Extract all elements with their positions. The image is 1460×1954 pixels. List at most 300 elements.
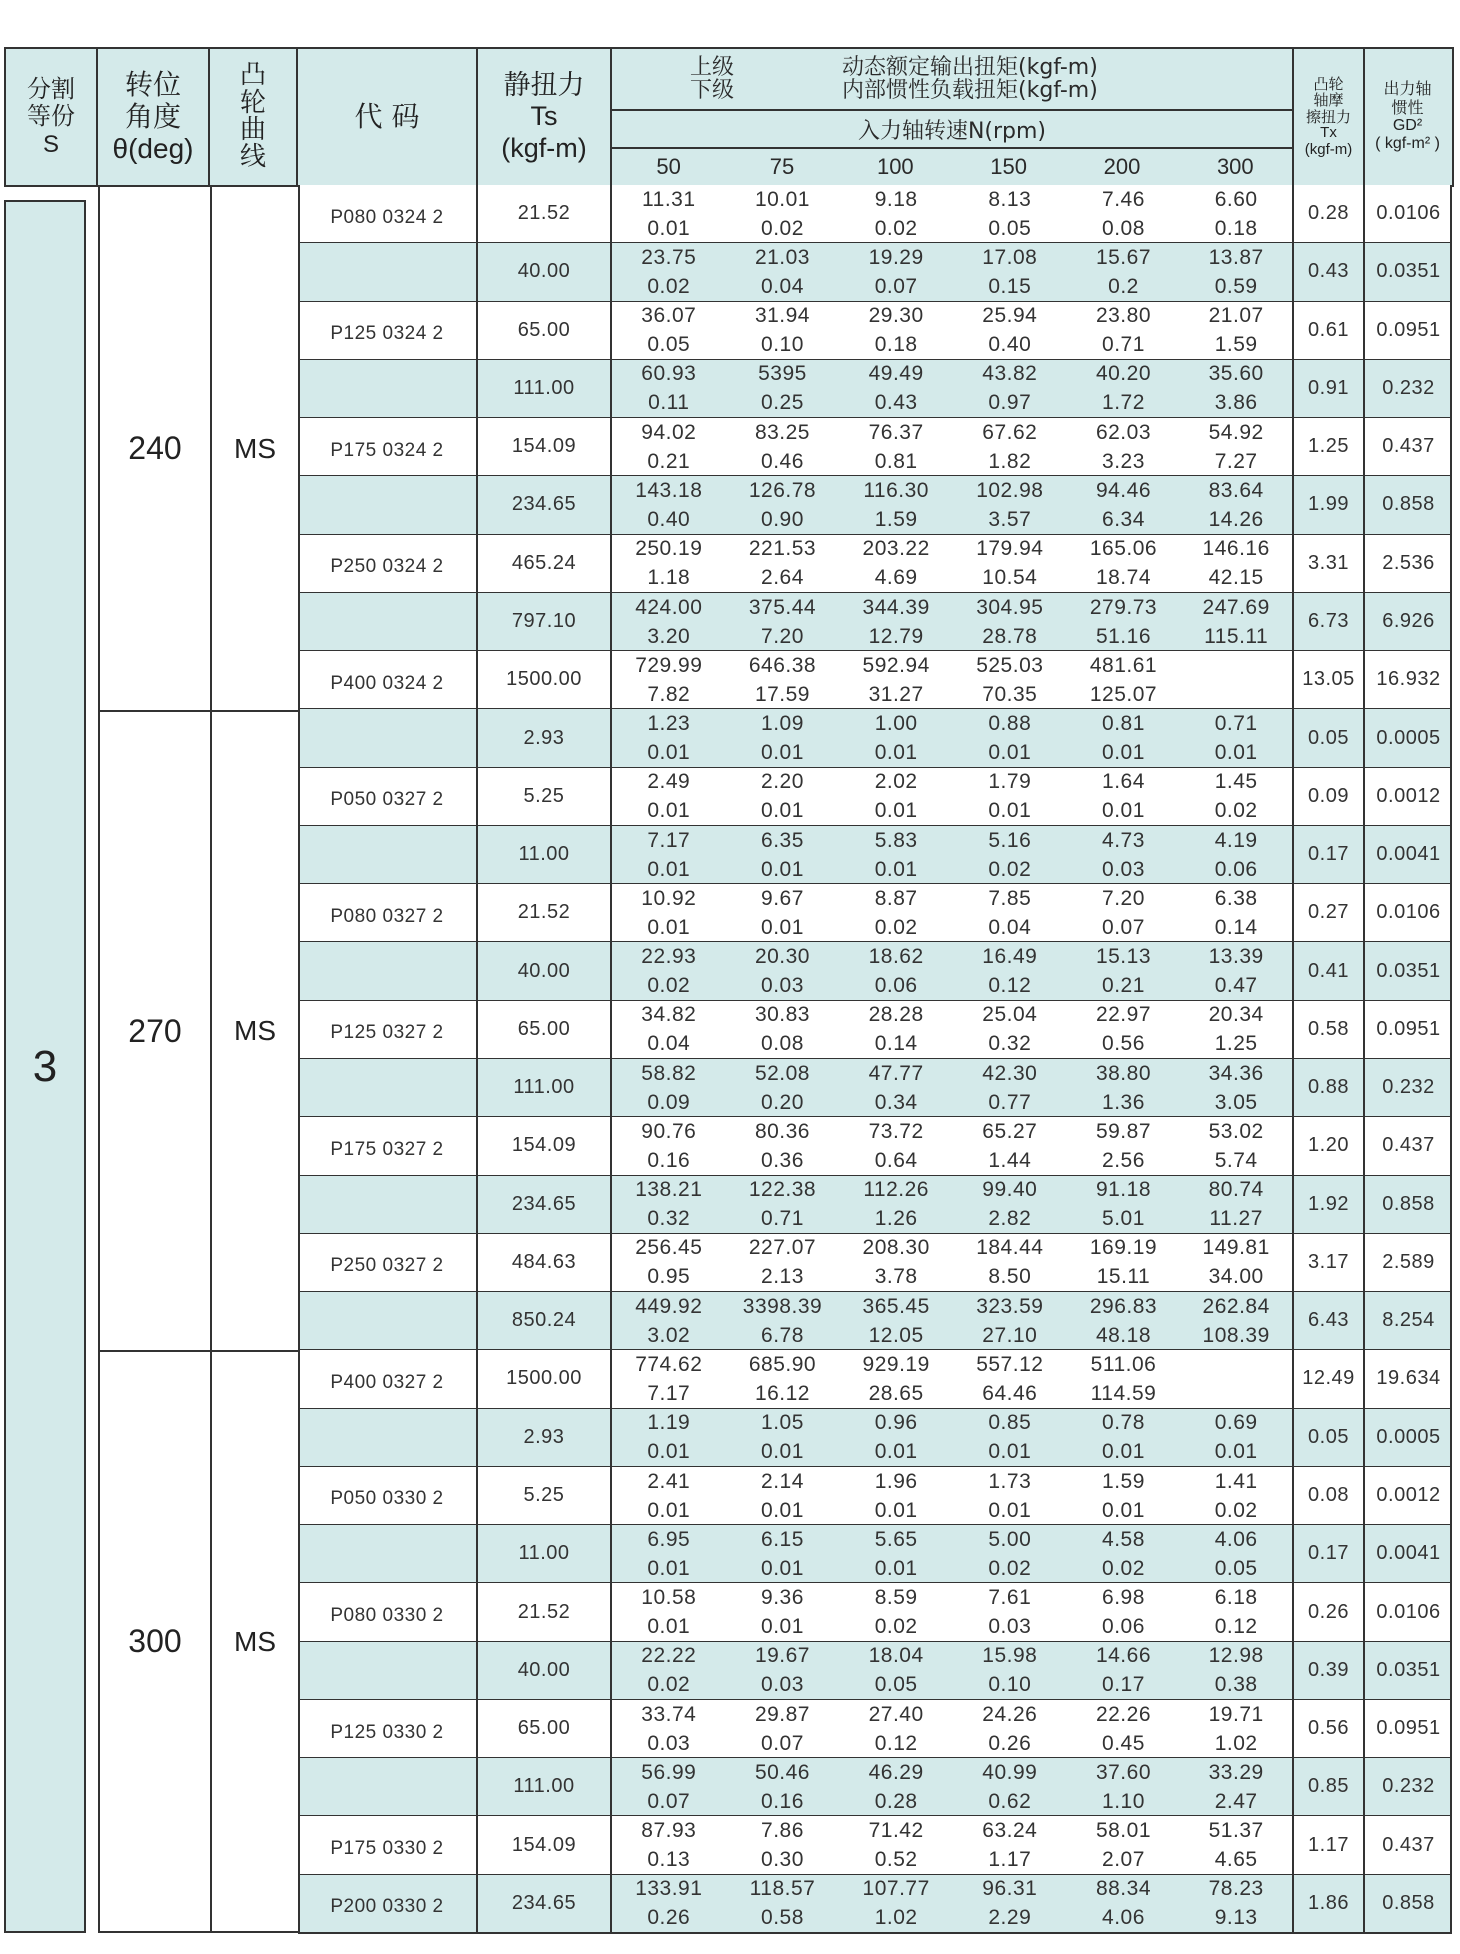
speed-200-cell — [1067, 535, 1181, 592]
upper-value: 557.12 — [976, 1352, 1044, 1376]
speed-200-cell — [1067, 1059, 1181, 1116]
lower-value: 0.01 — [761, 1615, 804, 1639]
cam-friction-cell: 1.25 — [1294, 418, 1365, 475]
header-speed-50: 50 — [656, 154, 681, 179]
upper-value: 15.13 — [1095, 945, 1152, 969]
lower-value — [1233, 680, 1239, 709]
lower-value: 5.74 — [1214, 1148, 1258, 1172]
lower-value: 3.86 — [1214, 391, 1258, 415]
lower-value: 0.01 — [874, 799, 918, 823]
output-inertia-cell: 0.0041 — [1376, 843, 1441, 866]
output-inertia-cell: 0.232 — [1382, 1775, 1435, 1798]
table-row — [298, 768, 1452, 827]
upper-value: 2.20 — [761, 770, 804, 794]
speed-75-cell — [726, 185, 840, 242]
upper-value: 5.65 — [874, 1527, 918, 1551]
speed-100-cell — [839, 1700, 953, 1757]
upper-value: 1.00 — [874, 712, 918, 736]
upper-value: 87.93 — [641, 1819, 697, 1843]
upper-value: 3398.39 — [742, 1294, 823, 1318]
code-cell — [298, 1525, 478, 1582]
lower-value: 0.01 — [647, 1440, 691, 1464]
lower-value: 1.82 — [988, 449, 1032, 473]
speed-150-cell — [953, 1292, 1067, 1349]
static-torque-cell: 5.25 — [478, 768, 612, 825]
speed-100-cell — [839, 535, 953, 592]
lower-value: 0.01 — [1214, 741, 1258, 765]
static-torque-cell: 11.00 — [478, 826, 612, 883]
static-torque-cell: 2.93 — [478, 1409, 612, 1466]
header-ts-line1: 静扭力 — [503, 70, 585, 102]
speed-75-cell — [726, 826, 840, 883]
lower-value: 0.32 — [647, 1207, 691, 1231]
upper-value: 6.18 — [1214, 1586, 1258, 1610]
speed-300-cell — [1180, 1875, 1294, 1932]
lower-value: 0.07 — [874, 274, 918, 298]
upper-value: 40.99 — [982, 1760, 1038, 1784]
upper-value: 24.26 — [982, 1702, 1038, 1726]
static-torque-cell: 465.24 — [478, 535, 612, 592]
speed-100-cell — [839, 651, 953, 708]
static-torque-cell: 21.52 — [478, 185, 612, 242]
lower-value: 5.01 — [1102, 1207, 1145, 1231]
header-tx-line2: 轴摩 — [1313, 91, 1344, 110]
upper-value: 122.38 — [748, 1178, 817, 1202]
speed-50-cell — [612, 1758, 726, 1815]
upper-value: 6.60 — [1214, 187, 1258, 211]
speed-200-cell — [1067, 1117, 1181, 1174]
header-upper-lower-desc — [812, 56, 1292, 102]
code-cell — [298, 942, 478, 999]
upper-value: 58.82 — [641, 1061, 697, 1085]
header-ts-line2: Ts — [530, 101, 558, 132]
upper-value: 17.08 — [982, 245, 1038, 269]
speed-150-cell — [953, 476, 1067, 533]
table-row — [298, 302, 1452, 361]
lower-value: 0.59 — [1214, 274, 1258, 298]
upper-value: 38.80 — [1095, 1061, 1152, 1085]
speed-50-cell — [612, 1117, 726, 1174]
lower-value: 14.26 — [1208, 507, 1264, 531]
speed-75-cell — [726, 418, 840, 475]
speed-300-cell — [1180, 942, 1294, 999]
upper-value: 7.46 — [1102, 187, 1145, 211]
output-inertia-cell: 19.634 — [1376, 1367, 1441, 1390]
static-torque-cell: 234.65 — [478, 1176, 612, 1233]
upper-value: 262.84 — [1202, 1294, 1270, 1318]
lower-value: 0.01 — [647, 216, 691, 240]
cam-friction-cell: 0.61 — [1294, 302, 1365, 359]
upper-value: 1.45 — [1214, 770, 1258, 794]
speed-50-cell — [612, 1059, 726, 1116]
header-cam-friction — [1294, 49, 1365, 185]
lower-value: 0.08 — [761, 1032, 804, 1056]
speed-50-cell — [612, 1875, 726, 1932]
lower-value: 0.01 — [647, 915, 691, 939]
lower-value: 0.16 — [647, 1148, 691, 1172]
speed-300-cell — [1180, 1583, 1294, 1640]
speed-75-cell — [726, 1409, 840, 1466]
upper-value: 40.20 — [1095, 362, 1152, 386]
lower-value: 3.78 — [874, 1265, 918, 1289]
upper-value: 221.53 — [748, 537, 817, 561]
header-angle-line3: θ(deg) — [112, 133, 194, 165]
header-angle — [98, 49, 210, 185]
upper-value: 304.95 — [976, 595, 1044, 619]
lower-value: 0.17 — [1102, 1673, 1145, 1697]
upper-value: 96.31 — [982, 1877, 1038, 1901]
speed-50-cell — [612, 1176, 726, 1233]
upper-value: 21.03 — [754, 245, 810, 269]
upper-value: 23.80 — [1095, 304, 1152, 328]
cam-friction-cell: 1.86 — [1294, 1875, 1365, 1932]
upper-value: 102.98 — [976, 478, 1044, 502]
lower-value: 0.02 — [988, 1556, 1032, 1580]
output-inertia-cell: 2.536 — [1382, 551, 1435, 574]
static-torque-cell: 797.10 — [478, 593, 612, 650]
speed-50-cell — [612, 768, 726, 825]
speed-50-cell — [612, 1583, 726, 1640]
upper-value: 247.69 — [1202, 595, 1270, 619]
speed-50-cell — [612, 1467, 726, 1524]
cam-friction-cell: 0.09 — [1294, 768, 1365, 825]
code-cell — [298, 709, 478, 766]
lower-value: 0.03 — [647, 1731, 691, 1755]
lower-value: 0.06 — [874, 974, 918, 998]
upper-value: 774.62 — [635, 1352, 703, 1376]
upper-value: 19.71 — [1208, 1702, 1264, 1726]
lower-value: 1.10 — [1102, 1789, 1145, 1813]
speed-100-cell — [839, 593, 953, 650]
cam-value: MS — [234, 1625, 276, 1657]
table-row — [298, 476, 1452, 535]
header-input-speed-label: 入力轴转速N(rpm) — [857, 118, 1047, 144]
upper-value: 22.26 — [1095, 1702, 1152, 1726]
lower-value: 1.25 — [1214, 1032, 1258, 1056]
lower-value: 0.43 — [874, 391, 918, 415]
header-cam-char2: 轮 — [239, 87, 266, 118]
output-inertia-cell: 0.0951 — [1376, 1017, 1441, 1040]
upper-value: 203.22 — [862, 537, 930, 561]
upper-value: 8.87 — [874, 886, 918, 910]
code-cell — [298, 243, 478, 300]
upper-value: 58.01 — [1095, 1819, 1152, 1843]
upper-value: 76.37 — [868, 420, 924, 444]
table-codecol-left-border — [298, 185, 300, 1933]
upper-value: 21.07 — [1208, 304, 1264, 328]
lower-value: 0.06 — [1214, 857, 1258, 881]
output-inertia-cell: 0.0351 — [1376, 260, 1441, 283]
speed-300-cell — [1180, 1642, 1294, 1699]
table-row — [298, 593, 1452, 652]
speed-200-cell — [1067, 302, 1181, 359]
lower-value: 0.01 — [647, 1615, 691, 1639]
upper-value — [1233, 1350, 1239, 1379]
speed-300-cell — [1180, 302, 1294, 359]
cam-friction-cell: 0.41 — [1294, 942, 1365, 999]
upper-value: 1.23 — [647, 712, 691, 736]
lower-value: 0.03 — [761, 974, 804, 998]
header-cam-char1: 凸 — [239, 60, 266, 91]
upper-value: 67.62 — [982, 420, 1038, 444]
speed-100-cell — [839, 768, 953, 825]
speed-150-cell — [953, 1117, 1067, 1174]
table-row — [298, 1117, 1452, 1176]
header-speeds — [612, 149, 1292, 185]
code-cell: P400 0324 2 — [298, 651, 478, 708]
lower-value: 6.34 — [1102, 507, 1145, 531]
code-cell: P080 0324 2 — [298, 185, 478, 242]
table-row — [298, 1525, 1452, 1584]
speed-150-cell — [953, 185, 1067, 242]
speed-75-cell — [726, 1525, 840, 1582]
lower-value: 0.01 — [1214, 1440, 1258, 1464]
upper-value: 6.95 — [647, 1527, 691, 1551]
header-upper-label: 上级 — [689, 54, 734, 80]
lower-value: 0.56 — [1102, 1032, 1145, 1056]
lower-value: 0.90 — [761, 507, 804, 531]
lower-value: 7.82 — [647, 682, 691, 706]
static-torque-cell: 65.00 — [478, 1700, 612, 1757]
lower-value: 0.05 — [1214, 1556, 1258, 1580]
upper-value: 49.49 — [868, 362, 924, 386]
speed-75-cell — [726, 709, 840, 766]
upper-value: 146.16 — [1202, 537, 1270, 561]
lower-value: 15.11 — [1096, 1265, 1151, 1289]
speed-200-cell — [1067, 884, 1181, 941]
code-cell — [298, 593, 478, 650]
speed-75-cell — [726, 768, 840, 825]
upper-value: 50.46 — [754, 1760, 810, 1784]
speed-300-cell — [1180, 1525, 1294, 1582]
cam-friction-cell: 6.43 — [1294, 1292, 1365, 1349]
cam-friction-cell: 0.05 — [1294, 709, 1365, 766]
output-inertia-cell: 0.0012 — [1376, 1483, 1441, 1506]
lower-value: 3.23 — [1102, 449, 1145, 473]
lower-value: 7.27 — [1214, 449, 1258, 473]
cam-friction-cell: 1.92 — [1294, 1176, 1365, 1233]
speed-150-cell — [953, 1409, 1067, 1466]
header-gd-line1: 出力轴 — [1383, 79, 1432, 99]
speed-75-cell — [726, 1350, 840, 1407]
speed-150-cell — [953, 884, 1067, 941]
speed-300-cell — [1180, 418, 1294, 475]
upper-value: 19.29 — [868, 245, 924, 269]
upper-value: 7.20 — [1102, 886, 1145, 910]
speed-100-cell — [839, 1467, 953, 1524]
lower-value: 0.95 — [647, 1265, 691, 1289]
code-cell — [298, 476, 478, 533]
code-cell: P125 0330 2 — [298, 1700, 478, 1757]
speed-150-cell — [953, 243, 1067, 300]
lower-value: 3.02 — [647, 1323, 691, 1347]
speed-150-cell — [953, 1525, 1067, 1582]
lower-value: 0.01 — [874, 1440, 918, 1464]
upper-value: 2.02 — [874, 770, 918, 794]
table-row — [298, 1583, 1452, 1642]
speed-75-cell — [726, 1234, 840, 1291]
upper-value: 0.78 — [1102, 1411, 1145, 1435]
cam-friction-cell: 0.26 — [1294, 1583, 1365, 1640]
lower-value: 4.69 — [874, 566, 918, 590]
static-torque-cell: 111.00 — [478, 1758, 612, 1815]
speed-75-cell — [726, 1583, 840, 1640]
lower-value: 0.13 — [647, 1848, 691, 1872]
lower-value: 0.64 — [874, 1148, 918, 1172]
lower-value: 2.56 — [1102, 1148, 1145, 1172]
upper-value: 149.81 — [1202, 1236, 1270, 1260]
upper-value: 138.21 — [635, 1178, 703, 1202]
lower-value: 1.44 — [988, 1148, 1032, 1172]
code-cell: P080 0327 2 — [298, 884, 478, 941]
upper-value: 9.67 — [761, 886, 804, 910]
speed-200-cell — [1067, 1292, 1181, 1349]
speed-300-cell — [1180, 1001, 1294, 1058]
speed-200-cell — [1067, 185, 1181, 242]
speed-300-cell — [1180, 1059, 1294, 1116]
static-torque-cell: 40.00 — [478, 1642, 612, 1699]
angle-value: 240 — [128, 430, 182, 466]
lower-value: 0.10 — [988, 1673, 1032, 1697]
upper-value: 42.30 — [982, 1061, 1038, 1085]
output-inertia-cell: 0.232 — [1382, 1076, 1435, 1099]
lower-value: 0.02 — [647, 274, 691, 298]
lower-value: 0.01 — [761, 1440, 804, 1464]
lower-value: 3.20 — [647, 624, 691, 648]
upper-value: 12.98 — [1208, 1644, 1264, 1668]
speed-200-cell — [1067, 826, 1181, 883]
speed-200-cell — [1067, 1875, 1181, 1932]
table-header — [4, 47, 1454, 187]
header-lower-label: 下级 — [689, 78, 734, 103]
upper-value: 36.07 — [641, 304, 697, 328]
static-torque-cell: 234.65 — [478, 476, 612, 533]
code-cell: P125 0324 2 — [298, 302, 478, 359]
upper-value: 7.86 — [761, 1819, 804, 1843]
speed-300-cell — [1180, 360, 1294, 417]
speed-200-cell — [1067, 1234, 1181, 1291]
upper-value: 16.49 — [982, 945, 1038, 969]
cam-value: MS — [234, 1015, 276, 1046]
upper-value: 592.94 — [862, 653, 930, 677]
code-cell — [298, 360, 478, 417]
cam-friction-cell: 0.17 — [1294, 826, 1365, 883]
lower-value: 0.02 — [1214, 1498, 1258, 1522]
static-torque-cell: 1500.00 — [478, 651, 612, 708]
speed-200-cell — [1067, 1642, 1181, 1699]
cam-friction-cell: 1.99 — [1294, 476, 1365, 533]
output-inertia-cell: 6.926 — [1382, 609, 1435, 632]
code-cell — [298, 1409, 478, 1466]
upper-value: 43.82 — [982, 362, 1038, 386]
upper-value: 51.37 — [1208, 1819, 1264, 1843]
upper-value: 65.27 — [982, 1119, 1038, 1143]
upper-value: 53.02 — [1208, 1119, 1264, 1143]
static-torque-cell: 234.65 — [478, 1875, 612, 1932]
speed-50-cell — [612, 185, 726, 242]
speed-100-cell — [839, 360, 953, 417]
lower-value: 0.01 — [874, 741, 918, 765]
upper-value: 112.26 — [863, 1178, 929, 1202]
speed-300-cell — [1180, 826, 1294, 883]
table-row — [298, 1467, 1452, 1526]
upper-value: 5.16 — [988, 828, 1032, 852]
lower-value: 0.02 — [647, 974, 691, 998]
lower-value: 6.78 — [761, 1323, 804, 1347]
upper-value: 56.99 — [641, 1760, 697, 1784]
speed-50-cell — [612, 593, 726, 650]
speed-75-cell — [726, 1117, 840, 1174]
lower-value: 27.10 — [982, 1323, 1038, 1347]
header-division — [6, 49, 98, 185]
speed-100-cell — [839, 1292, 953, 1349]
lower-value: 0.01 — [1102, 1440, 1145, 1464]
lower-value: 0.34 — [874, 1090, 918, 1114]
speed-75-cell — [726, 360, 840, 417]
upper-value: 9.18 — [874, 187, 918, 211]
upper-value: 91.18 — [1095, 1178, 1152, 1202]
lower-value: 0.01 — [1102, 799, 1145, 823]
speed-75-cell — [726, 1642, 840, 1699]
speed-100-cell — [839, 884, 953, 941]
speed-150-cell — [953, 593, 1067, 650]
header-division-line2: 等份 — [27, 102, 75, 131]
upper-value: 4.06 — [1214, 1527, 1258, 1551]
static-torque-cell: 21.52 — [478, 1583, 612, 1640]
speed-50-cell — [612, 302, 726, 359]
upper-value: 118.57 — [749, 1877, 816, 1901]
lower-value: 11.27 — [1209, 1207, 1263, 1231]
lower-value: 0.01 — [988, 799, 1032, 823]
lower-value: 0.01 — [874, 857, 918, 881]
upper-value: 33.74 — [641, 1702, 697, 1726]
upper-value: 29.30 — [868, 304, 924, 328]
group-270-angle — [100, 712, 212, 1350]
lower-value: 2.13 — [761, 1265, 804, 1289]
header-speed-300: 300 — [1216, 154, 1254, 179]
speed-75-cell — [726, 1758, 840, 1815]
lower-value: 0.46 — [761, 449, 804, 473]
upper-value: 73.72 — [868, 1119, 924, 1143]
lower-value: 0.01 — [874, 1556, 918, 1580]
upper-value: 1.19 — [647, 1411, 691, 1435]
upper-value: 525.03 — [976, 653, 1044, 677]
upper-value: 0.96 — [874, 1411, 918, 1435]
upper-value: 2.14 — [761, 1469, 804, 1493]
header-cam-char4: 线 — [239, 142, 266, 173]
speed-300-cell — [1180, 185, 1294, 242]
division-cell — [4, 200, 86, 1933]
upper-value: 5.83 — [874, 828, 918, 852]
upper-value: 1.96 — [874, 1469, 918, 1493]
speed-75-cell — [726, 884, 840, 941]
lower-value: 0.06 — [1102, 1615, 1145, 1639]
lower-value: 1.17 — [988, 1848, 1032, 1872]
static-torque-cell: 2.93 — [478, 709, 612, 766]
group-240 — [98, 185, 300, 712]
output-inertia-cell: 0.858 — [1382, 493, 1435, 516]
lower-value: 0.71 — [1102, 333, 1145, 357]
lower-value: 0.02 — [1102, 1556, 1145, 1580]
speed-150-cell — [953, 1875, 1067, 1932]
lower-value: 0.07 — [647, 1789, 691, 1813]
table-row — [298, 709, 1452, 768]
speed-50-cell — [612, 651, 726, 708]
header-angle-line2: 角度 — [124, 99, 181, 133]
upper-value: 25.04 — [982, 1003, 1038, 1027]
lower-value: 1.72 — [1102, 391, 1145, 415]
lower-value: 7.17 — [647, 1381, 691, 1405]
